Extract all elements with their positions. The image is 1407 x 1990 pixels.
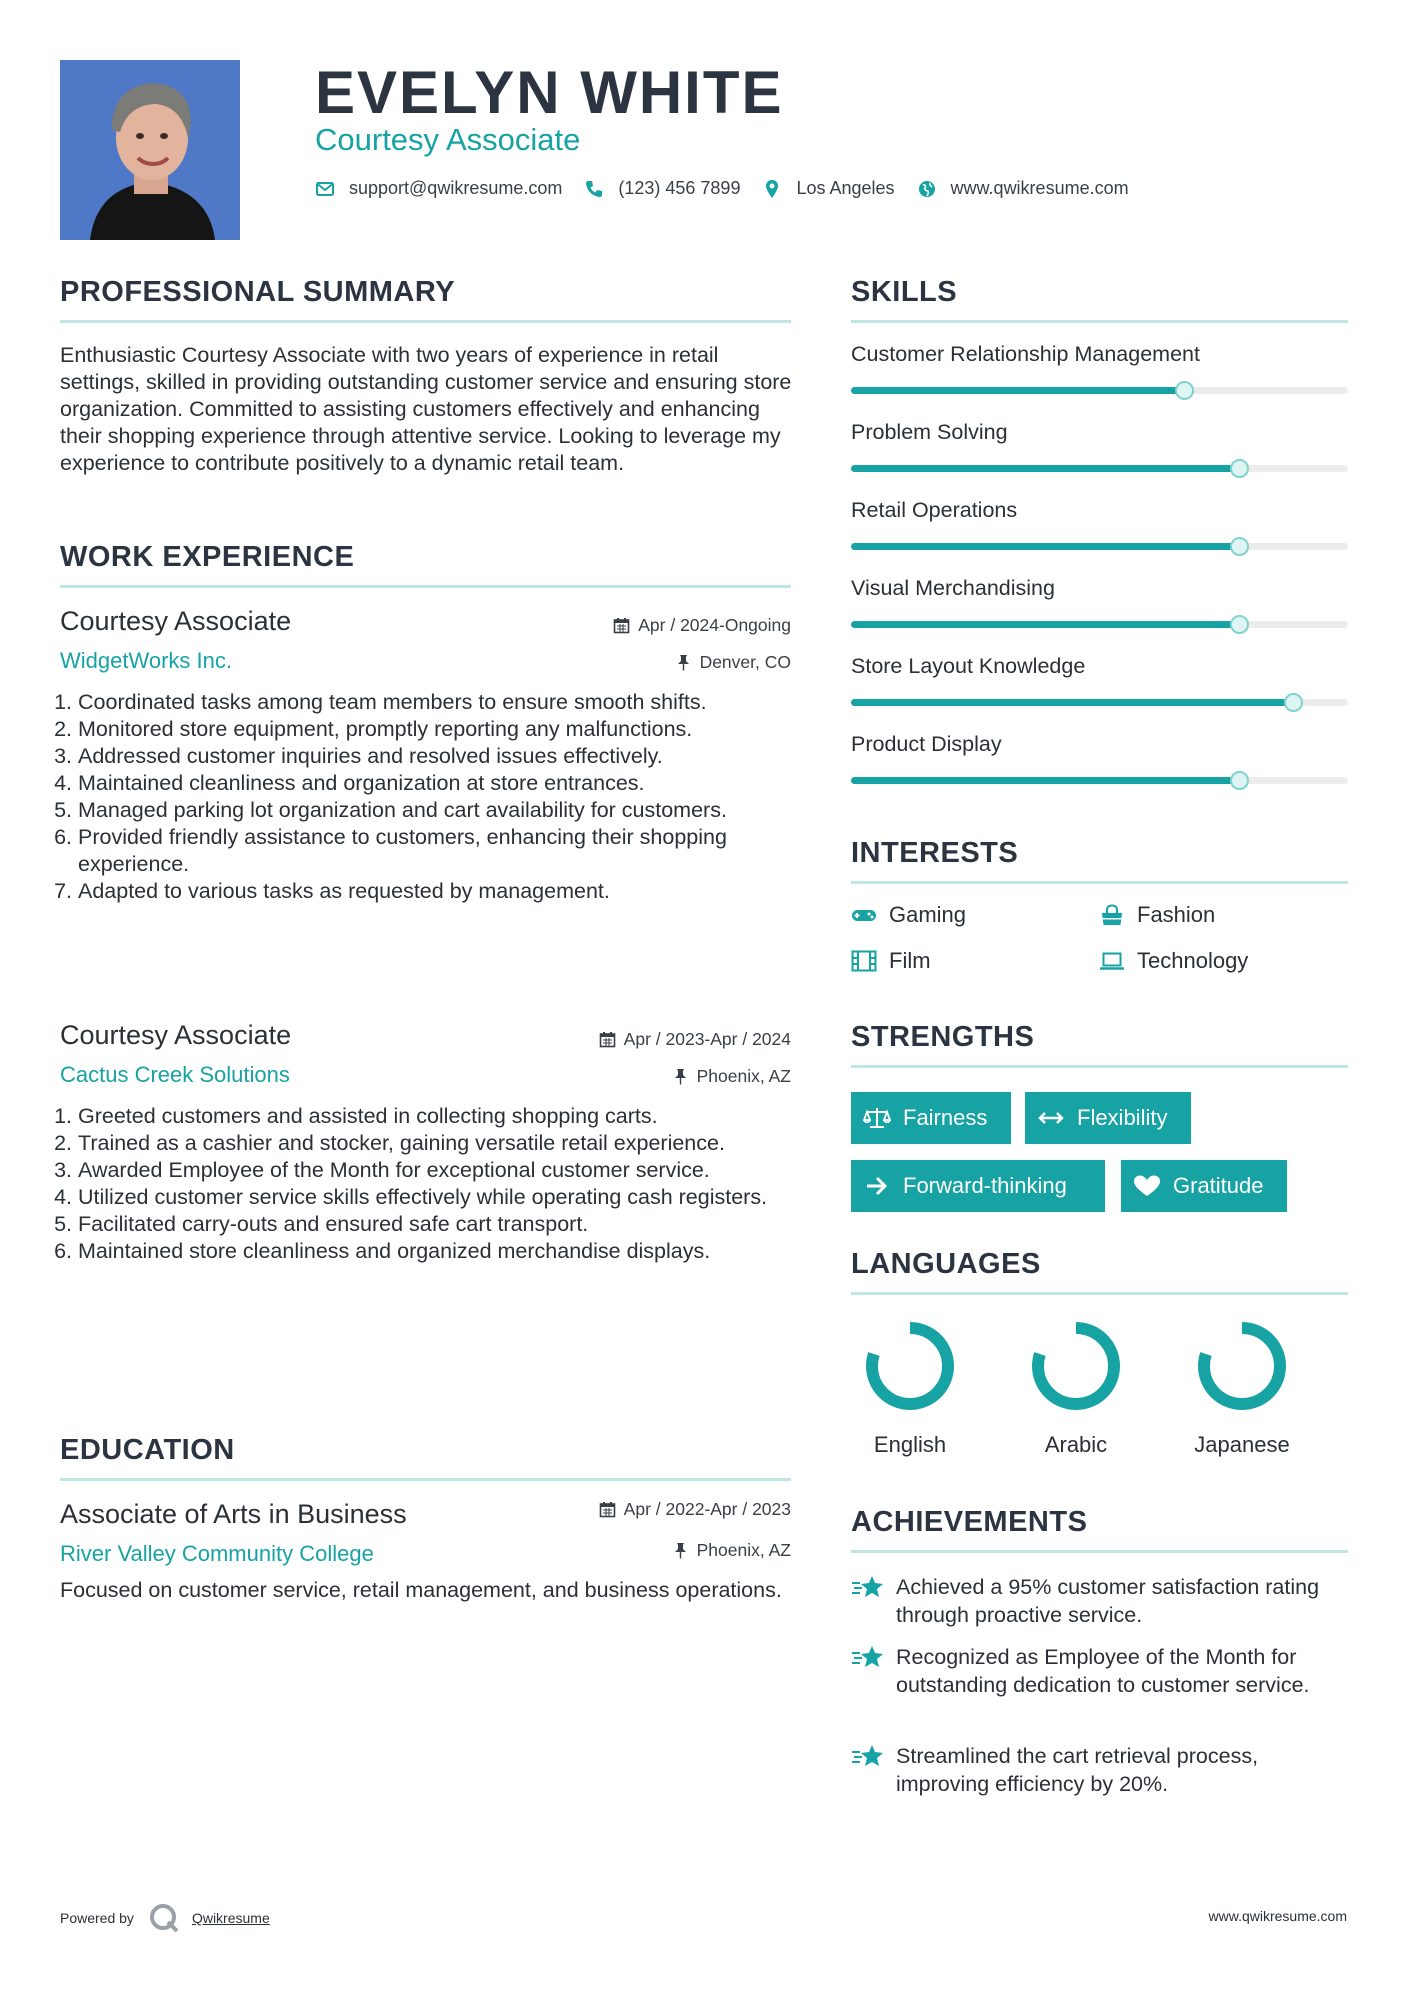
contact-location-text: Los Angeles xyxy=(796,178,895,198)
language-ring-arc xyxy=(1204,1328,1280,1404)
laptop-icon xyxy=(1099,950,1125,972)
footer-website[interactable]: www.qwikresume.com xyxy=(1208,1908,1347,1924)
contact-email-text: support@qwikresume.com xyxy=(349,178,563,198)
qwikresume-link[interactable]: Qwikresume xyxy=(191,1910,270,1926)
skill-bar-knob xyxy=(1230,615,1249,634)
achievements-rule xyxy=(851,1550,1348,1553)
skills-rule xyxy=(851,320,1348,323)
education-rule xyxy=(60,1478,791,1481)
skill-name: Visual Merchandising xyxy=(851,576,1055,600)
interests-rule xyxy=(851,881,1348,884)
skill-bar-fill xyxy=(851,699,1293,706)
arrow-right-icon xyxy=(863,1174,891,1198)
map-pin-icon xyxy=(762,179,782,199)
strength-forward-thinking xyxy=(851,1160,1105,1212)
skill-bar-fill xyxy=(851,465,1239,472)
film-icon xyxy=(851,950,877,972)
job-1-duty: 5. Managed parking lot organization and cart availability for customers. xyxy=(78,797,795,824)
interest-label: Fashion xyxy=(1137,902,1216,927)
globe-icon xyxy=(917,179,937,199)
shopping-bag-icon xyxy=(1099,904,1125,926)
education-date-text: Apr / 2022-Apr / 2023 xyxy=(623,1499,791,1519)
job-1-duty: 4. Maintained cleanliness and organization at store entrances. xyxy=(78,770,795,797)
skill-name: Retail Operations xyxy=(851,498,1018,522)
contact-phone[interactable] xyxy=(584,178,740,199)
skill-bar-track xyxy=(851,621,1348,628)
heart-icon xyxy=(1133,1174,1161,1198)
contact-website-text: www.qwikresume.com xyxy=(950,178,1129,198)
shooting-star-icon xyxy=(851,1742,885,1772)
education-location xyxy=(480,1540,791,1561)
language-item xyxy=(1187,1318,1297,1458)
skill-bar-fill xyxy=(851,777,1239,784)
language-item xyxy=(1021,1318,1131,1458)
strengths-rule xyxy=(851,1065,1348,1068)
interest-fashion xyxy=(1099,902,1215,928)
language-ring xyxy=(1194,1318,1290,1414)
job-2-location-text: Phoenix, AZ xyxy=(696,1066,791,1086)
pushpin-icon xyxy=(675,654,692,671)
job-2-company: Cactus Creek Solutions xyxy=(60,1062,290,1087)
skill-bar-knob xyxy=(1284,693,1303,712)
achievement-text: Recognized as Employee of the Month for outstanding dedication to customer service. xyxy=(896,1645,1310,1697)
skill-bar-track xyxy=(851,777,1348,784)
strength-label: Gratitude xyxy=(1173,1173,1264,1198)
skill-bar-knob xyxy=(1175,381,1194,400)
powered-by-label: Powered by xyxy=(60,1910,134,1926)
job-1-duty: 2. Monitored store equipment, promptly reporting any malfunctions. xyxy=(78,716,795,743)
job-1-duties xyxy=(60,689,795,905)
job-1-company: WidgetWorks Inc. xyxy=(60,648,232,673)
skill-bar-track xyxy=(851,699,1348,706)
job-2-duty: 1. Greeted customers and assisted in collecting shopping carts. xyxy=(78,1103,795,1130)
education-degree: Associate of Arts in Business xyxy=(60,1499,407,1529)
education-school: River Valley Community College xyxy=(60,1541,374,1566)
interests-title: INTERESTS xyxy=(851,837,1019,869)
skill-name: Problem Solving xyxy=(851,420,1008,444)
strength-fairness xyxy=(851,1092,1011,1144)
strength-flexibility xyxy=(1025,1092,1191,1144)
envelope-icon xyxy=(315,179,335,199)
job-1-date xyxy=(480,615,791,636)
skill-bar-track xyxy=(851,387,1348,394)
interest-film xyxy=(851,948,931,974)
calendar-icon xyxy=(599,1501,616,1518)
experience-rule xyxy=(60,585,791,588)
strength-gratitude xyxy=(1121,1160,1287,1212)
achievement-text: Streamlined the cart retrieval process, improving efficiency by 20%. xyxy=(896,1744,1259,1796)
calendar-icon xyxy=(599,1031,616,1048)
job-2-date-text: Apr / 2023-Apr / 2024 xyxy=(623,1029,791,1049)
language-ring-arc xyxy=(1038,1328,1114,1404)
footer-powered-by xyxy=(60,1902,270,1934)
shooting-star-icon xyxy=(851,1573,885,1603)
achievement-item xyxy=(851,1573,1348,1629)
language-ring xyxy=(862,1318,958,1414)
interest-label: Technology xyxy=(1137,948,1249,973)
job-1-location xyxy=(480,652,791,673)
job-2-title: Courtesy Associate xyxy=(60,1020,292,1050)
strength-label: Flexibility xyxy=(1077,1105,1168,1130)
skill-bar-track xyxy=(851,543,1348,550)
language-item xyxy=(855,1318,965,1458)
job-1-duty: 7. Adapted to various tasks as requested by management. xyxy=(78,878,795,905)
job-1-duty: 3. Addressed customer inquiries and resolved issues effectively. xyxy=(78,743,795,770)
interest-gaming xyxy=(851,902,966,928)
job-2-duty: 3. Awarded Employee of the Month for exceptional customer service. xyxy=(78,1157,795,1184)
language-name: English xyxy=(873,1432,947,1457)
contact-website[interactable] xyxy=(917,178,1129,199)
summary-title: PROFESSIONAL SUMMARY xyxy=(60,276,456,308)
achievement-item xyxy=(851,1643,1348,1699)
skill-name: Product Display xyxy=(851,732,1002,756)
achievements-title: ACHIEVEMENTS xyxy=(851,1506,1088,1538)
language-ring-arc xyxy=(872,1328,948,1404)
strength-label: Forward-thinking xyxy=(903,1173,1067,1198)
interest-technology xyxy=(1099,948,1248,974)
skill-bar-knob xyxy=(1230,459,1249,478)
pushpin-icon xyxy=(672,1068,689,1085)
summary-text: Enthusiastic Courtesy Associate with two years of experience in retail settings, skilled in providing outstanding customer service and ensuring store organization. Committed to assisting customers effectively and enhancing their shopping experience through attentive service. Looking to leverage my experience to contribute positively to a dynamic retail team. xyxy=(60,343,792,475)
skill-bar-fill xyxy=(851,543,1239,550)
language-name: Arabic xyxy=(1044,1432,1108,1457)
strengths-title: STRENGTHS xyxy=(851,1021,1035,1053)
phone-icon xyxy=(584,179,604,199)
experience-title: WORK EXPERIENCE xyxy=(60,541,355,573)
shooting-star-icon xyxy=(851,1643,885,1673)
gamepad-icon xyxy=(851,904,877,926)
balance-scale-icon xyxy=(863,1106,891,1130)
job-2-duties xyxy=(60,1103,795,1265)
languages-rule xyxy=(851,1292,1348,1295)
contact-phone-text: (123) 456 7899 xyxy=(618,178,741,198)
languages-title: LANGUAGES xyxy=(851,1248,1041,1280)
job-1-date-text: Apr / 2024-Ongoing xyxy=(638,615,791,635)
interest-label: Gaming xyxy=(889,902,967,927)
contact-email[interactable] xyxy=(315,178,562,199)
skill-name: Store Layout Knowledge xyxy=(851,654,1086,678)
achievement-item xyxy=(851,1742,1348,1798)
arrows-horizontal-icon xyxy=(1037,1106,1065,1130)
job-1-location-text: Denver, CO xyxy=(699,652,791,672)
interest-label: Film xyxy=(889,948,931,973)
pushpin-icon xyxy=(672,1542,689,1559)
qwikresume-logo-icon xyxy=(148,1902,180,1934)
education-location-text: Phoenix, AZ xyxy=(696,1540,791,1560)
strength-label: Fairness xyxy=(903,1105,988,1130)
skills-title: SKILLS xyxy=(851,276,958,308)
job-1-title: Courtesy Associate xyxy=(60,606,292,636)
job-2-duty: 5. Facilitated carry-outs and ensured safe cart transport. xyxy=(78,1211,795,1238)
contact-bar xyxy=(315,178,1151,199)
education-description: Focused on customer service, retail management, and business operations. xyxy=(60,1578,782,1602)
job-2-date xyxy=(480,1029,791,1050)
candidate-name: EVELYN WHITE xyxy=(315,59,784,126)
skill-bar-fill xyxy=(851,621,1239,628)
skill-bar-knob xyxy=(1230,537,1249,556)
job-1-duty: 1. Coordinated tasks among team members to ensure smooth shifts. xyxy=(78,689,795,716)
skill-bar-fill xyxy=(851,387,1184,394)
job-2-duty: 4. Utilized customer service skills effectively while operating cash registers. xyxy=(78,1184,795,1211)
language-ring xyxy=(1028,1318,1124,1414)
education-date xyxy=(480,1499,791,1520)
job-2-duty: 2. Trained as a cashier and stocker, gaining versatile retail experience. xyxy=(78,1130,795,1157)
job-1-duty: 6. Provided friendly assistance to customers, enhancing their shopping experience. xyxy=(78,824,795,878)
skill-bar-track xyxy=(851,465,1348,472)
candidate-role: Courtesy Associate xyxy=(315,122,581,157)
achievement-text: Achieved a 95% customer satisfaction rating through proactive service. xyxy=(896,1575,1320,1627)
job-2-location xyxy=(480,1066,791,1087)
calendar-icon xyxy=(613,617,630,634)
education-title: EDUCATION xyxy=(60,1434,235,1466)
contact-location xyxy=(762,178,894,199)
summary-rule xyxy=(60,320,791,323)
language-name: Japanese xyxy=(1194,1432,1290,1457)
skill-bar-knob xyxy=(1230,771,1249,790)
job-2-duty: 6. Maintained store cleanliness and organized merchandise displays. xyxy=(78,1238,795,1265)
profile-photo xyxy=(60,60,240,240)
skill-name: Customer Relationship Management xyxy=(851,342,1200,366)
